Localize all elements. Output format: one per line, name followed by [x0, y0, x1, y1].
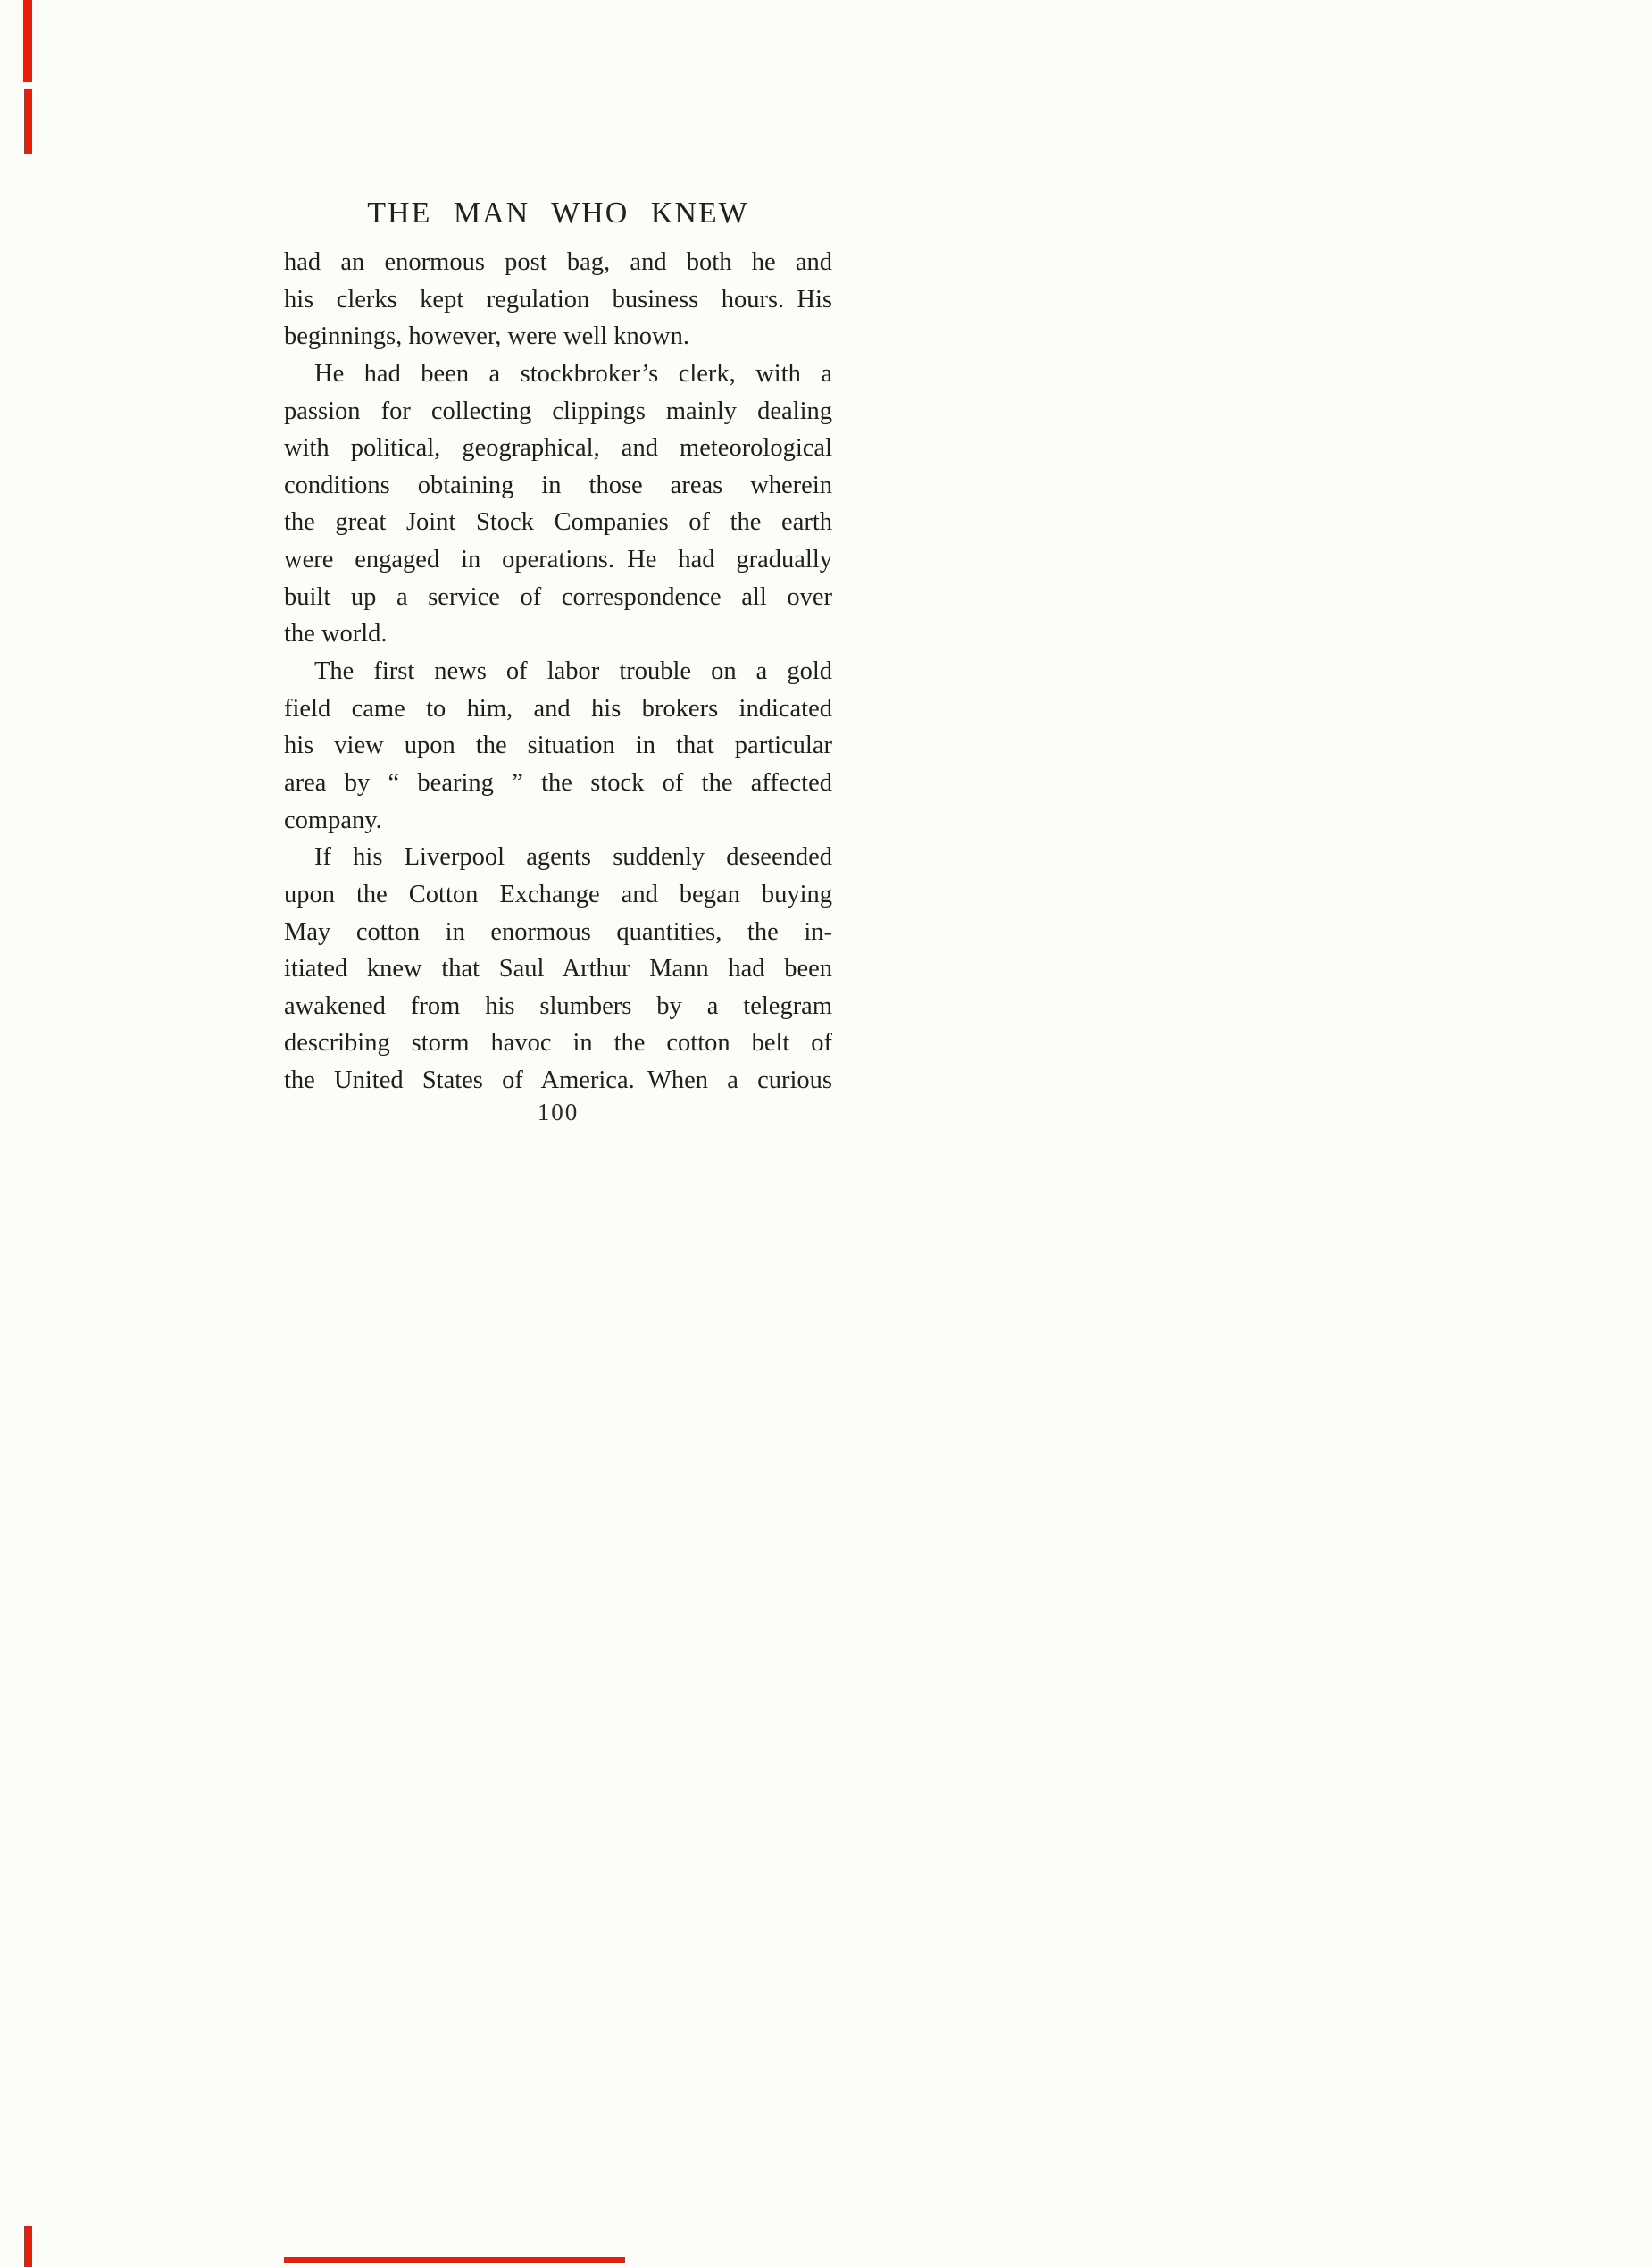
text-line: If his Liverpool agents suddenly deseended	[314, 843, 832, 872]
text-line: with political, geographical, and meteorological	[284, 434, 832, 463]
text-line: field came to him, and his brokers indicated	[284, 694, 832, 723]
text-line: the great Joint Stock Companies of the earth	[284, 508, 832, 537]
text-line: had an enormous post bag, and both he and	[284, 248, 832, 276]
text-line: built up a service of correspondence all over	[284, 582, 832, 611]
text-line: company.	[284, 806, 382, 834]
text-line: his clerks kept regulation business hours. His	[284, 285, 832, 314]
page-title: THE MAN WHO KNEW	[367, 197, 749, 230]
text-block	[284, 244, 832, 1100]
text-line: itiated knew that Saul Arthur Mann had been	[284, 955, 832, 983]
text-line: area by “ bearing ” the stock of the affected	[284, 768, 832, 797]
text-line: were engaged in operations. He had gradually	[284, 546, 832, 574]
page-number: 100	[537, 1099, 580, 1125]
red-border-mark-top-lower	[24, 89, 32, 154]
text-line: May cotton in enormous quantities, the in-	[284, 917, 832, 946]
text-line: He had been a stockbroker’s clerk, with a	[314, 359, 832, 388]
red-border-line-bottom	[284, 2257, 625, 2263]
red-border-mark-top-upper	[23, 0, 32, 82]
text-line: conditions obtaining in those areas wherein	[284, 471, 832, 499]
red-border-mark-bottom-left	[24, 2226, 32, 2267]
text-line: the United States of America. When a curious	[284, 1067, 832, 1095]
text-line: upon the Cotton Exchange and began buying	[284, 880, 832, 908]
text-line: describing storm havoc in the cotton belt of	[284, 1029, 832, 1058]
text-line: passion for collecting clippings mainly dealing	[284, 397, 832, 425]
text-line: The first news of labor trouble on a gold	[314, 657, 832, 686]
text-line: beginnings, however, were well known.	[284, 322, 689, 351]
text-line: the world.	[284, 620, 388, 648]
text-line: his view upon the situation in that particular	[284, 732, 832, 760]
text-line: awakened from his slumbers by a telegram	[284, 991, 832, 1020]
